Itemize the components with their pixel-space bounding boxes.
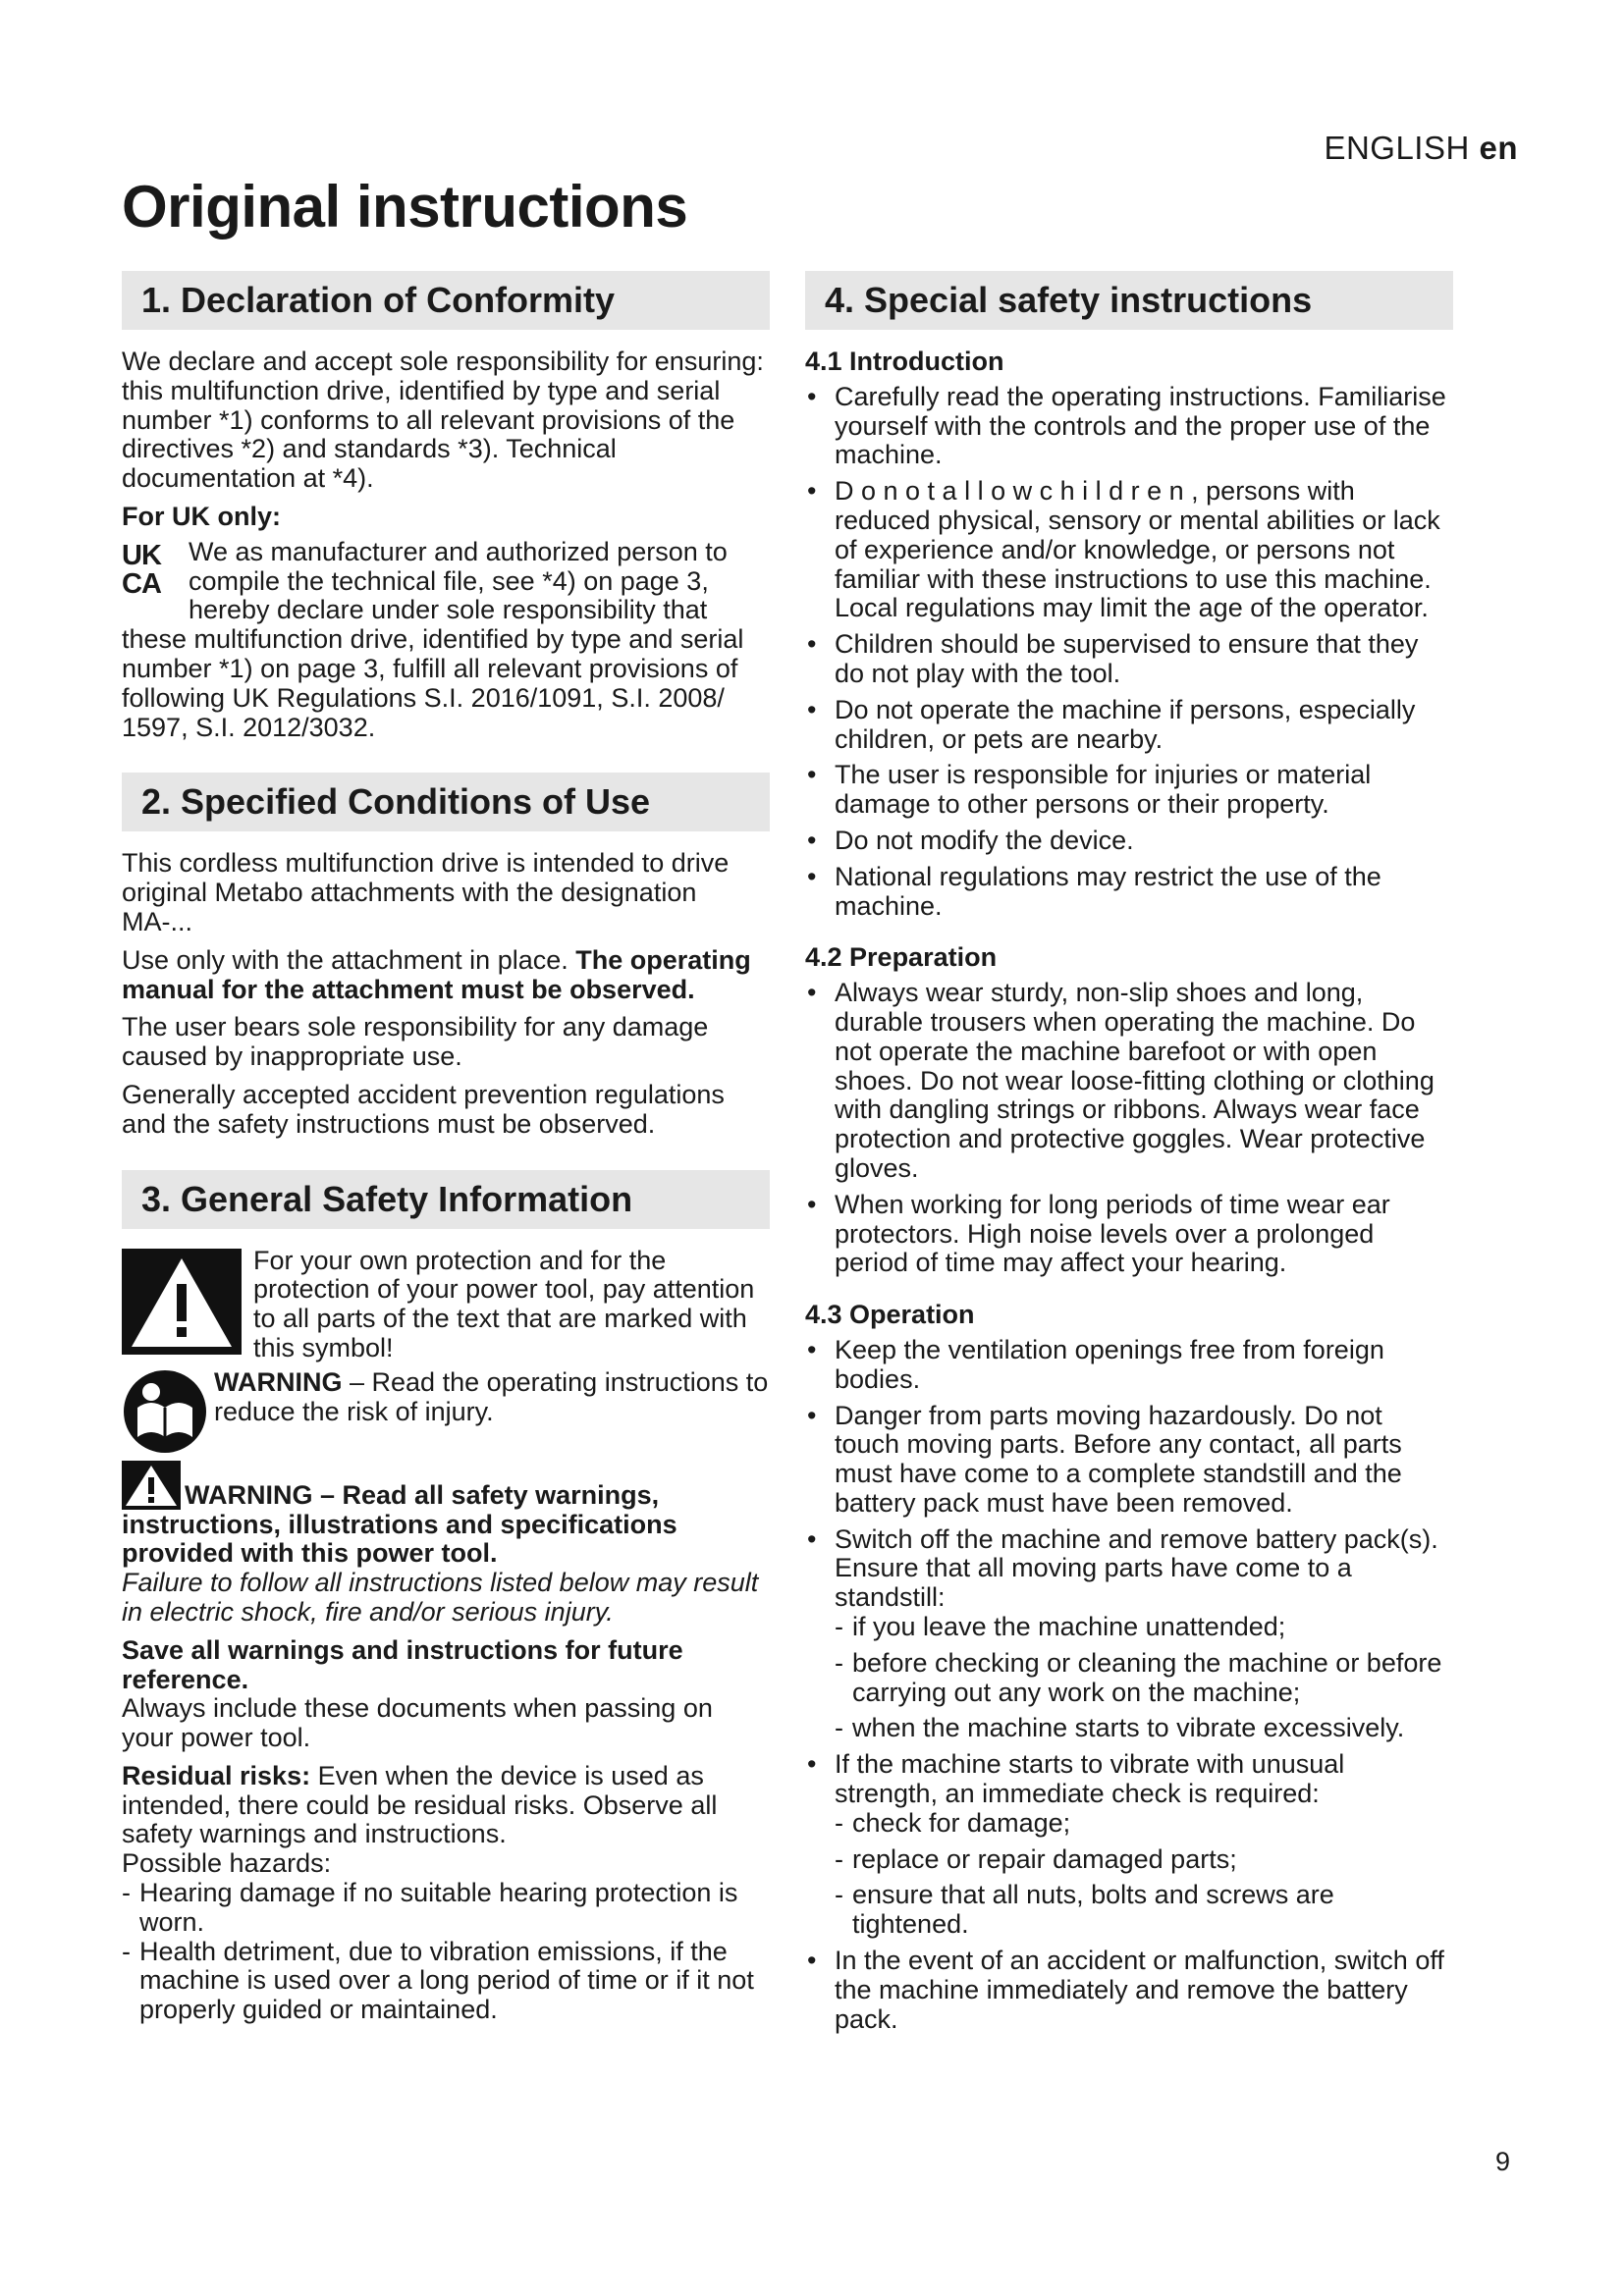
page-number: 9 <box>1494 2147 1510 2176</box>
warning-triangle-small-icon <box>122 1461 181 1510</box>
list-item: - Health detriment, due to vibration emissions, if the machine is used over a long period of time or if it not properly guided or maintained. <box>122 1938 770 2025</box>
list-item: - Hearing damage if no suitable hearing protection is worn. <box>122 1879 770 1938</box>
list-item: • Children should be supervised to ensure that they do not play with the tool. <box>805 630 1453 689</box>
list-item: • Carefully read the operating instructions. Familiarise yourself with the controls and the proper use of the machine. <box>805 383 1453 470</box>
safety-symbol-note <box>122 1247 770 1372</box>
list-item: • The user is responsible for injuries or material damage to other persons or their property. <box>805 761 1453 820</box>
paragraph: Residual risks: Even when the device is used as intended, there could be residual risks. Observe all safety warnings and instructions. <box>122 1760 718 1849</box>
paragraph: This cordless multifunction drive is intended to drive original Metabo attachments with the designation MA-... <box>122 848 730 936</box>
list-item: • D o n o t a l l o w c h i l d r e n , persons with reduced physical, sensory or mental abilities or lack of experience and/or knowledge, or persons not familiar with these instructions to use this machine. Local regulations may limit the age of the operator. <box>805 477 1453 623</box>
ukca-mark-icon: UK CA <box>122 539 161 600</box>
list-item: • When working for long periods of time wear ear protectors. High noise levels over a prolonged period of time may affect your hearing. <box>805 1191 1453 1278</box>
sub-list-item: - replace or repair damaged parts; <box>835 1845 1453 1875</box>
left-column <box>122 271 770 2025</box>
paragraph: Always include these documents when passing on your power tool. <box>122 1693 713 1753</box>
operation-list <box>805 1336 1453 2035</box>
paragraph: Generally accepted accident prevention regulations and the safety instructions must be observed. <box>122 1079 725 1139</box>
section-heading: 4. Special safety instructions <box>805 271 1453 330</box>
uk-declaration <box>122 538 770 743</box>
warning-triangle-icon <box>122 1249 242 1355</box>
sub-list <box>835 1613 1453 1743</box>
paragraph: Use only with the attachment in place. The operating manual for the attachment must be observed. <box>122 944 751 1004</box>
list-item: • In the event of an accident or malfunction, switch off the machine immediately and remove the battery pack. <box>805 1947 1453 2034</box>
preparation-list <box>805 979 1453 1278</box>
list-item: • Do not modify the device. <box>805 827 1453 856</box>
right-column <box>805 271 1453 2041</box>
paragraph: For your own protection and for the protection of your power tool, pay attention to all parts of the text that are marked with this symbol! <box>253 1245 755 1362</box>
list-item: • Danger from parts moving hazardously. Do not touch moving parts. Before any contact, all parts must have come to a complete standstill and the battery pack must have been removed. <box>805 1402 1453 1519</box>
sub-list-item: - before checking or cleaning the machine or before carrying out any work on the machine; <box>835 1649 1453 1708</box>
section-heading: 2. Specified Conditions of Use <box>122 773 770 831</box>
general-warning: WARNING – Read all safety warnings, instructions, illustrations and specifications provided with this power tool. <box>122 1461 770 1569</box>
section-declaration <box>122 271 770 742</box>
paragraph: The user bears sole responsibility for any damage caused by inappropriate use. <box>122 1012 709 1072</box>
paragraph: Possible hazards: <box>122 1848 332 1879</box>
subsection-heading: 4.2 Preparation <box>805 942 998 973</box>
paragraph: We as manufacturer and authorized person to compile the technical file, see *4) on page 3, hereby declare under sole responsibility that these multifunction drive, identified by type and serial number *1) on page 3, fulfill all relevant provisions of following UK Regulations S.I. 2016/1091, S.I. 2008/ 1597, S.I. 2012/3032. <box>122 536 744 742</box>
subsection-heading: 4.1 Introduction <box>805 347 1004 376</box>
sub-list-item: - check for damage; <box>835 1809 1453 1839</box>
read-manual-warning <box>122 1368 770 1455</box>
section-heading: 1. Declaration of Conformity <box>122 271 770 330</box>
language-label: ENGLISH en <box>1324 130 1518 166</box>
section-conditions-of-use <box>122 773 770 1139</box>
paragraph: We declare and accept sole responsibility for ensuring: this multifunction drive, identified by type and serial number *1) conforms to all relevant provisions of the directives *2) and standards *3). Technical documentation at *4). <box>122 347 764 494</box>
list-item: • National regulations may restrict the use of the machine. <box>805 863 1453 922</box>
uk-heading: For UK only: <box>122 501 281 531</box>
sub-list-item: - ensure that all nuts, bolts and screws are tightened. <box>835 1881 1453 1940</box>
sub-list-item: - if you leave the machine unattended; <box>835 1613 1453 1642</box>
section-special-safety <box>805 271 1453 2034</box>
subsection-heading: 4.3 Operation <box>805 1300 975 1330</box>
hazards-list <box>122 1879 770 2025</box>
list-item: • Keep the ventilation openings free from foreign bodies. <box>805 1336 1453 1395</box>
page-title: Original instructions <box>122 174 688 240</box>
sub-list-item: - when the machine starts to vibrate excessively. <box>835 1714 1453 1743</box>
paragraph: Save all warnings and instructions for future reference. <box>122 1634 683 1694</box>
list-item: • Do not operate the machine if persons, especially children, or pets are nearby. <box>805 696 1453 755</box>
read-manual-icon <box>122 1368 208 1455</box>
list-item: • Switch off the machine and remove battery pack(s). Ensure that all moving parts have come to a standstill: - if you leave the machine unattended; - before checking or cleaning the machine or before carrying out any work on the machine; - when the machine starts to vibrate excessively. <box>805 1525 1453 1744</box>
section-general-safety <box>122 1170 770 2026</box>
list-item: • Always wear sturdy, non-slip shoes and long, durable trousers when operating the machine. Do not operate the machine barefoot or with open shoes. Do not wear loose-fitting clothing or clothing with dangling strings or ribbons. Always wear face protection and protective goggles. Wear protective gloves. <box>805 979 1453 1184</box>
paragraph: Failure to follow all instructions listed below may result in electric shock, fire and/or serious injury. <box>122 1568 759 1627</box>
list-item: • If the machine starts to vibrate with unusual strength, an immediate check is required: - check for damage; - replace or repair damaged parts; - ensure that all nuts, bolts and screws are tightened. <box>805 1750 1453 1940</box>
introduction-list <box>805 383 1453 922</box>
paragraph: WARNING – Read the operating instructions to reduce the risk of injury. <box>214 1366 769 1426</box>
sub-list <box>835 1809 1453 1940</box>
section-heading: 3. General Safety Information <box>122 1170 770 1229</box>
